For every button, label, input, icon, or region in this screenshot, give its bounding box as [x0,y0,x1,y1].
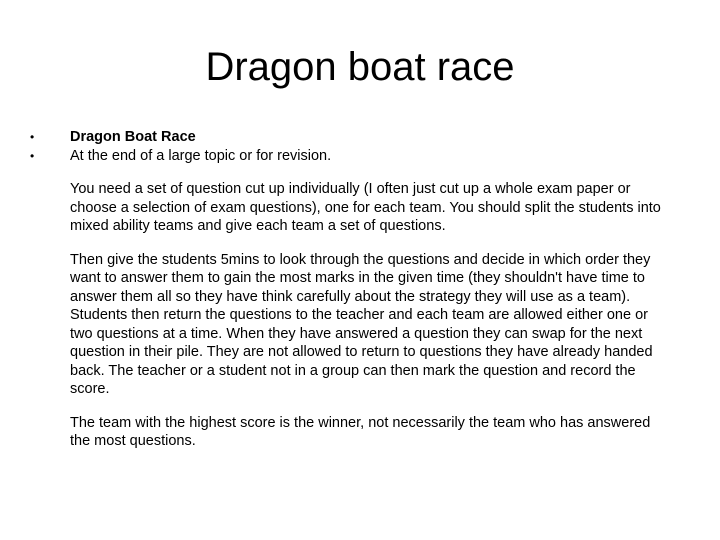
bullet-dot-icon: • [30,130,35,144]
bullet-dot-icon: • [30,148,35,163]
bullet-item [30,128,670,147]
bullet-text: At the end of a large topic or for revision. [70,147,332,164]
slide-title: Dragon boat race [205,45,515,89]
bullet-list [30,128,670,165]
bullet-item [30,147,670,166]
paragraph-procedure: Then give the students 5mins to look through the questions and decide in which order they want to answer them to gain the most marks in the given time (they shouldn't have time to answer them all so they have think carefully about the strategy they will use as a team). Students then return the questions to the teacher and each team are allowed either one or two questions at a time. When they have answered a question they can swap for the next question in their pile. They are not allowed to return to questions they have already handed back. The teacher or a student not in a group can then mark the question and record the score. [70,251,653,397]
slide-body [30,128,670,451]
paragraph-winner: The team with the highest score is the winner, not necessarily the team who has answered the most questions. [70,414,651,449]
paragraph-setup: You need a set of question cut up individually (I often just cut up a whole exam paper or choose a selection of exam questions), one for each team. You should split the students into mixed ability teams and give each team a set of questions. [70,181,661,234]
bullet-text: Dragon Boat Race [70,129,196,145]
